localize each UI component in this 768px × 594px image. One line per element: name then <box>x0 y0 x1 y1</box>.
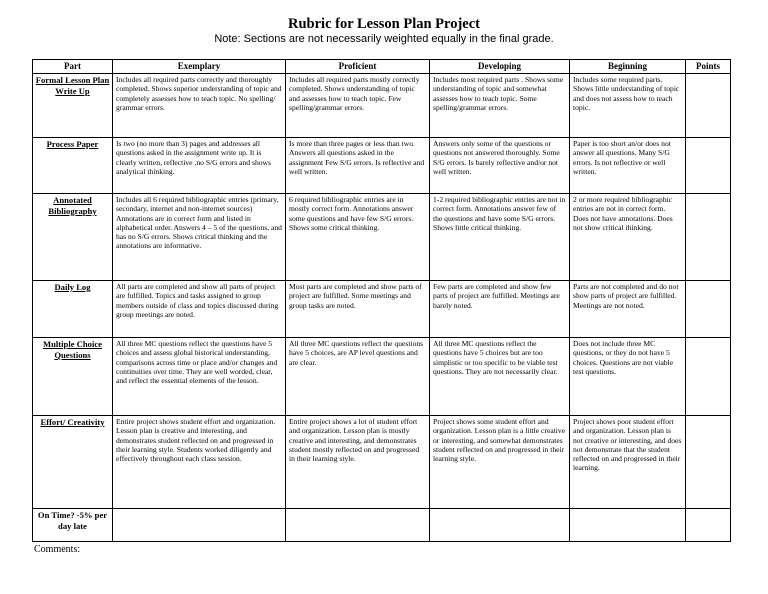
table-row <box>33 138 731 194</box>
table-row <box>33 281 731 338</box>
header-developing: Developing <box>430 60 570 74</box>
row-part: Effort/ Creativity <box>33 416 113 509</box>
cell-exemplary: All parts are completed and show all parts of project are fulfilled. Topics and tasks assigned to group members outside of class and topics discussed during group meetings are noted. <box>113 281 286 338</box>
cell-developing: Answers only some of the questions or questions not answered thoroughly. Some S/G errors. Is barely reflective and/or not well written. <box>430 138 570 194</box>
cell-points[interactable] <box>686 138 731 194</box>
cell-exemplary: Is two (no more than 3) pages and addresses all questions asked in the assignment write up. It is clearly written, reflective ,no S/G errors and shows analytical thinking. <box>113 138 286 194</box>
cell-points[interactable] <box>686 338 731 416</box>
table-row <box>33 416 731 509</box>
cell-beginning <box>570 509 686 542</box>
cell-developing: Includes most required parts . Shows some understanding of topic and somewhat assesses how to teach topic. Some spelling/grammar errors. <box>430 74 570 138</box>
row-part: Process Paper <box>33 138 113 194</box>
row-part: On Time? -5% per day late <box>33 509 113 542</box>
row-part: Formal Lesson Plan Write Up <box>33 74 113 138</box>
cell-points[interactable] <box>686 74 731 138</box>
cell-proficient: Entire project shows a lot of student effort and organization. Lesson plan is mostly creative and interesting, and demonstrates student mostly reflected on and progressed in their learning style. <box>286 416 430 509</box>
cell-beginning: Includes some required parts. Shows little understanding of topic and does not assess how to teach topic. <box>570 74 686 138</box>
cell-exemplary <box>113 509 286 542</box>
weighting-note: Note: Sections are not necessarily weighted equally in the final grade. <box>214 33 554 45</box>
header-beginning: Beginning <box>570 60 686 74</box>
cell-proficient <box>286 509 430 542</box>
cell-beginning: Parts are not completed and do not show parts of project are fulfilled. Meetings are not noted. <box>570 281 686 338</box>
cell-proficient: Includes all required parts mostly correctly completed. Shows understanding of topic and assesses how to teach topic. Few spelling/grammar errors. <box>286 74 430 138</box>
cell-developing: Project shows some student effort and organization. Lesson plan is a little creative or interesting, and somewhat demonstrates student reflected on and progressed in their learning style. <box>430 416 570 509</box>
page-title: Rubric for Lesson Plan Project <box>288 16 480 32</box>
table-row <box>33 338 731 416</box>
header-exemplary: Exemplary <box>113 60 286 74</box>
cell-exemplary: Includes all 6 required bibliographic entries (primary, secondary, internet and non-internet sources) Annotations are in correct form and listed in alphabetical order. Answers 4 – 5 of the questions, and has no S/G errors. Shows critical thinking and the annotations are informative. <box>113 194 286 281</box>
rubric-table <box>32 59 731 542</box>
cell-beginning: 2 or more required bibliographic entries are not in correct form. Does not have annotations. Does not show critical thinking. <box>570 194 686 281</box>
header-proficient: Proficient <box>286 60 430 74</box>
header-part: Part <box>33 60 113 74</box>
header-row <box>33 60 731 74</box>
cell-beginning: Paper is too short an/or does not answer all questions. Many S/G errors. Is not reflective or well written. <box>570 138 686 194</box>
table-row <box>33 74 731 138</box>
table-row <box>33 509 731 542</box>
table-row <box>33 194 731 281</box>
row-part: Multiple Choice Questions <box>33 338 113 416</box>
cell-points[interactable] <box>686 509 731 542</box>
cell-exemplary: All three MC questions reflect the questions have 5 choices and assess global historical understanding, comparisons across time or place and/or changes and continuities over time. They are well worded, clear, and reflect the essential elements of the lesson. <box>113 338 286 416</box>
row-part: Annotated Bibliography <box>33 194 113 281</box>
row-part: Daily Log <box>33 281 113 338</box>
cell-developing: Few parts are completed and show few parts of project are fulfilled. Meetings are barely noted. <box>430 281 570 338</box>
cell-developing <box>430 509 570 542</box>
cell-developing: 1-2 required bibliographic entries are not in correct form. Annotations answer few of the questions and have some S/G errors. Shows little critical thinking. <box>430 194 570 281</box>
comments-label: Comments: <box>34 544 81 555</box>
cell-beginning: Does not include three MC questions, or they do not have 5 choices. Questions are not viable test questions. <box>570 338 686 416</box>
cell-exemplary: Includes all required parts correctly and thoroughly completed. Shows superior understanding of topic and completely assesses how to teach topic. No spelling/ grammar errors. <box>113 74 286 138</box>
cell-points[interactable] <box>686 281 731 338</box>
cell-points[interactable] <box>686 194 731 281</box>
cell-exemplary: Entire project shows student effort and organization. Lesson plan is creative and interesting, and demonstrates student reflected on and progressed in their learning style. Students worked diligently and effectively throughout each class session. <box>113 416 286 509</box>
header-points: Points <box>686 60 731 74</box>
cell-developing: All three MC questions reflect the questions have 5 choices but are too simplistic or too specific to be viable test questions. They are not necessarily clear. <box>430 338 570 416</box>
cell-proficient: 6 required bibliographic entries are in mostly correct form. Annotations answer some questions and have few S/G errors. Shows some critical thinking. <box>286 194 430 281</box>
cell-beginning: Project shows poor student effort and organization. Lesson plan is not creative or interesting, and does not demonstrate that the student reflected on and progressed in their learning. <box>570 416 686 509</box>
cell-proficient: All three MC questions reflect the questions have 5 choices, are AP level questions and are clear. <box>286 338 430 416</box>
cell-proficient: Is more than three pages or less than two. Answers all questions asked in the assignment Few S/G errors. Is reflective and well written. <box>286 138 430 194</box>
cell-proficient: Most parts are completed and show parts of project are fulfilled. Some meetings and group tasks are noted. <box>286 281 430 338</box>
cell-points[interactable] <box>686 416 731 509</box>
